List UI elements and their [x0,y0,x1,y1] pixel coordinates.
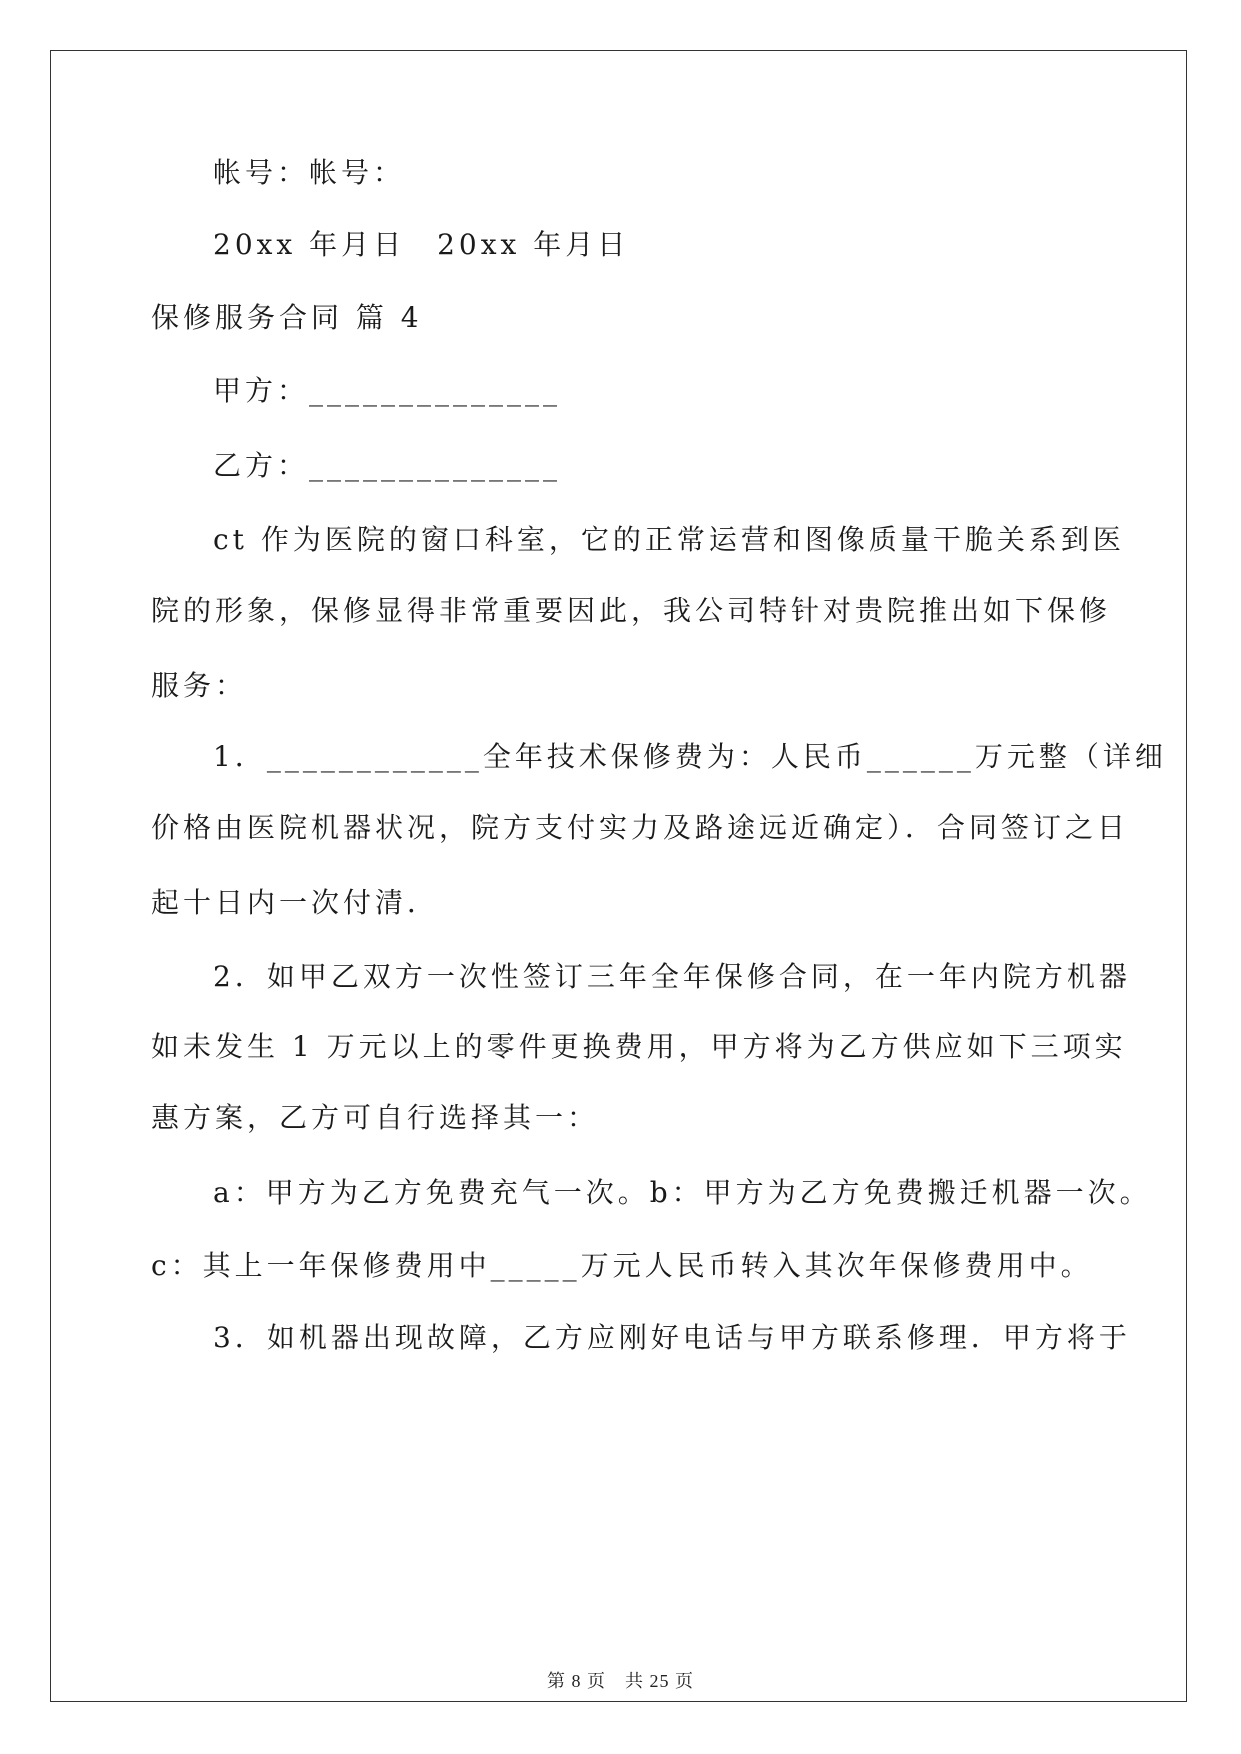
clause-1-line: 1．____________全年技术保修费为：人民币______万元整（详细 [213,740,1167,773]
party-b-line: 乙方：______________ [213,449,562,482]
clause-2-line: 惠方案，乙方可自行选择其一： [151,1101,600,1134]
clause-2-line: 如未发生 1 万元以上的零件更换费用，甲方将为乙方供应如下三项实 [151,1030,1127,1063]
option-line: c：其上一年保修费用中_____万元人民币转入其次年保修费用中。 [151,1249,1093,1282]
clause-1-line: 起十日内一次付清． [151,886,440,919]
account-line: 帐号：帐号： [213,156,406,189]
page-footer: 第 8 页 共 25 页 [547,1671,694,1691]
paragraph-line: ct 作为医院的窗口科室，它的正常运营和图像质量干脆关系到医 [213,523,1125,556]
paragraph-line: 服务： [151,669,248,702]
party-a-line: 甲方：______________ [213,374,562,407]
option-line: a：甲方为乙方免费充气一次。b：甲方为乙方免费搬迁机器一次。 [213,1176,1152,1209]
clause-1-line: 价格由医院机器状况，院方支付实力及路途远近确定）．合同签订之日 [151,811,1130,844]
paragraph-line: 院的形象，保修显得非常重要因此，我公司特针对贵院推出如下保修 [151,594,1112,627]
clause-2-line: 2．如甲乙双方一次性签订三年全年保修合同，在一年内院方机器 [213,960,1131,993]
date-line: 20xx 年月日 20xx 年月日 [213,228,630,261]
clause-3-line: 3．如机器出现故障，乙方应刚好电话与甲方联系修理．甲方将于 [213,1321,1131,1354]
section-heading: 保修服务合同 篇 4 [151,301,423,334]
